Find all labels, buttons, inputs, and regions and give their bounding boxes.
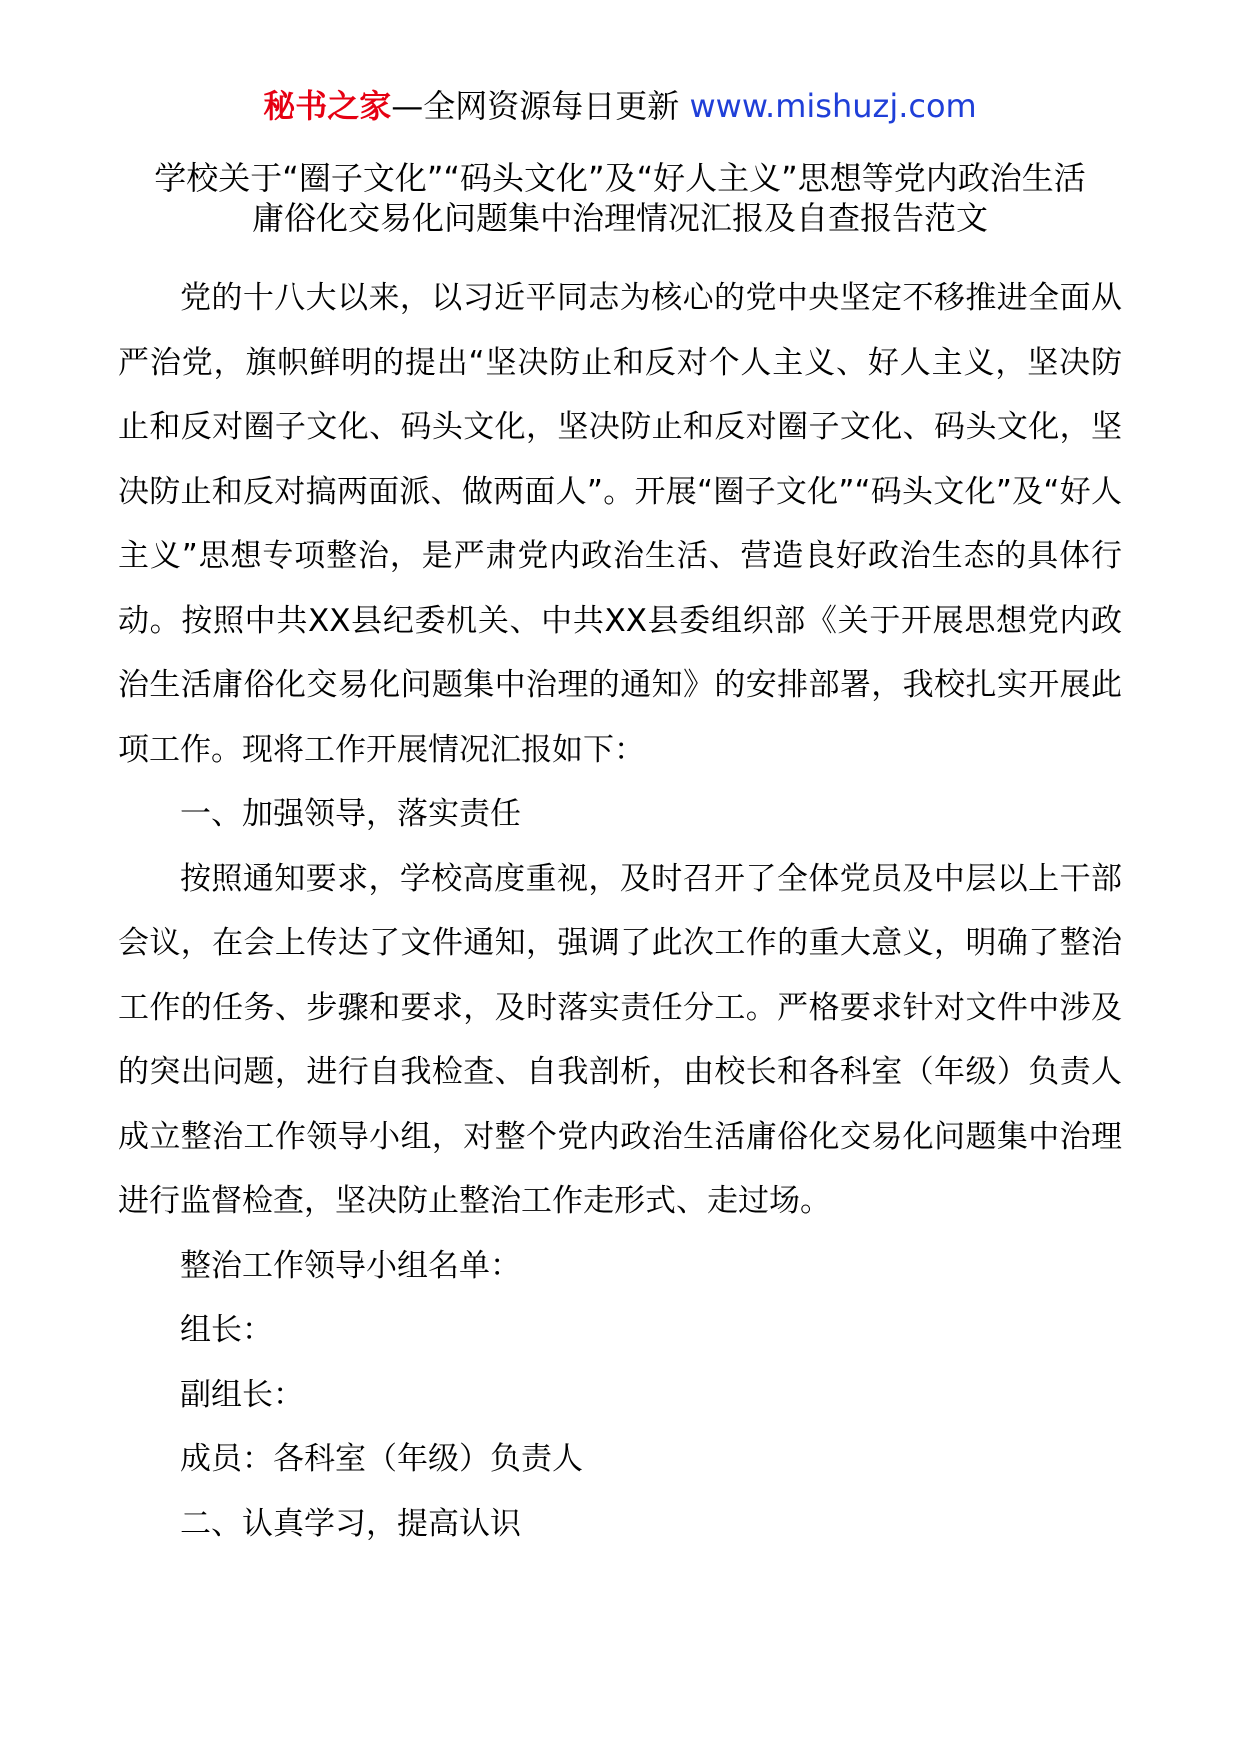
document-title-line-2: 庸俗化交易化问题集中治理情况汇报及自查报告范文: [251, 199, 988, 237]
deputy-leader-line: 副组长：: [180, 1376, 304, 1413]
leadership-group-heading: 整治工作领导小组名单：: [180, 1247, 521, 1284]
document-title-line-1: 学校关于“圈子文化”“码头文化”及“好人主义”思想等党内政治生活: [154, 159, 1086, 197]
section-heading-1: 一、加强领导，落实责任: [180, 796, 521, 832]
members-line: 成员：各科室（年级）负责人: [180, 1441, 583, 1477]
group-leader-line: 组长：: [180, 1312, 273, 1348]
section-1-paragraph: 按照通知要求，学校高度重视，及时召开了全体党员及中层以上干部会议，在会上传达了文件通知，强调了此次工作的重大意义，明确了整治工作的任务、步骤和要求，及时落实责任分工。严格要求针对文件中涉及的突出问题，进行自我检查、自我剖析，由校长和各科室（年级）负责人成立整治工作领导小组，对整个党内政治生活庸俗化交易化问题集中治理进行监督检查，坚决防止整治工作走形式、走过场。: [118, 860, 1122, 1219]
document-title: [100, 158, 1140, 238]
intro-paragraph: 党的十八大以来，以习近平同志为核心的党中央坚定不移推进全面从严治党，旗帜鲜明的提出“坚决防止和反对个人主义、好人主义，坚决防止和反对圈子文化、码头文化，坚决防止和反对圈子文化、码头文化，坚决防止和反对搞两面派、做两面人”。开展“圈子文化”“码头文化”及“好人主义”思想专项整治，是严肃党内政治生活、营造良好政治生态的具体行动。按照中共XX县纪委机关、中共XX县委组织部《关于开展思想党内政治生活庸俗化交易化问题集中治理的通知》的安排部署，我校扎实开展此项工作。现将工作开展情况汇报如下：: [118, 280, 1122, 768]
document-body: [118, 266, 1122, 1556]
site-tagline: —全网资源每日更新: [391, 87, 690, 125]
site-header: [0, 84, 1240, 128]
site-url-link[interactable]: www.mishuzj.com: [689, 87, 977, 125]
section-heading-2: 二、认真学习，提高认识: [180, 1505, 521, 1542]
site-brand: 秘书之家: [263, 87, 392, 125]
